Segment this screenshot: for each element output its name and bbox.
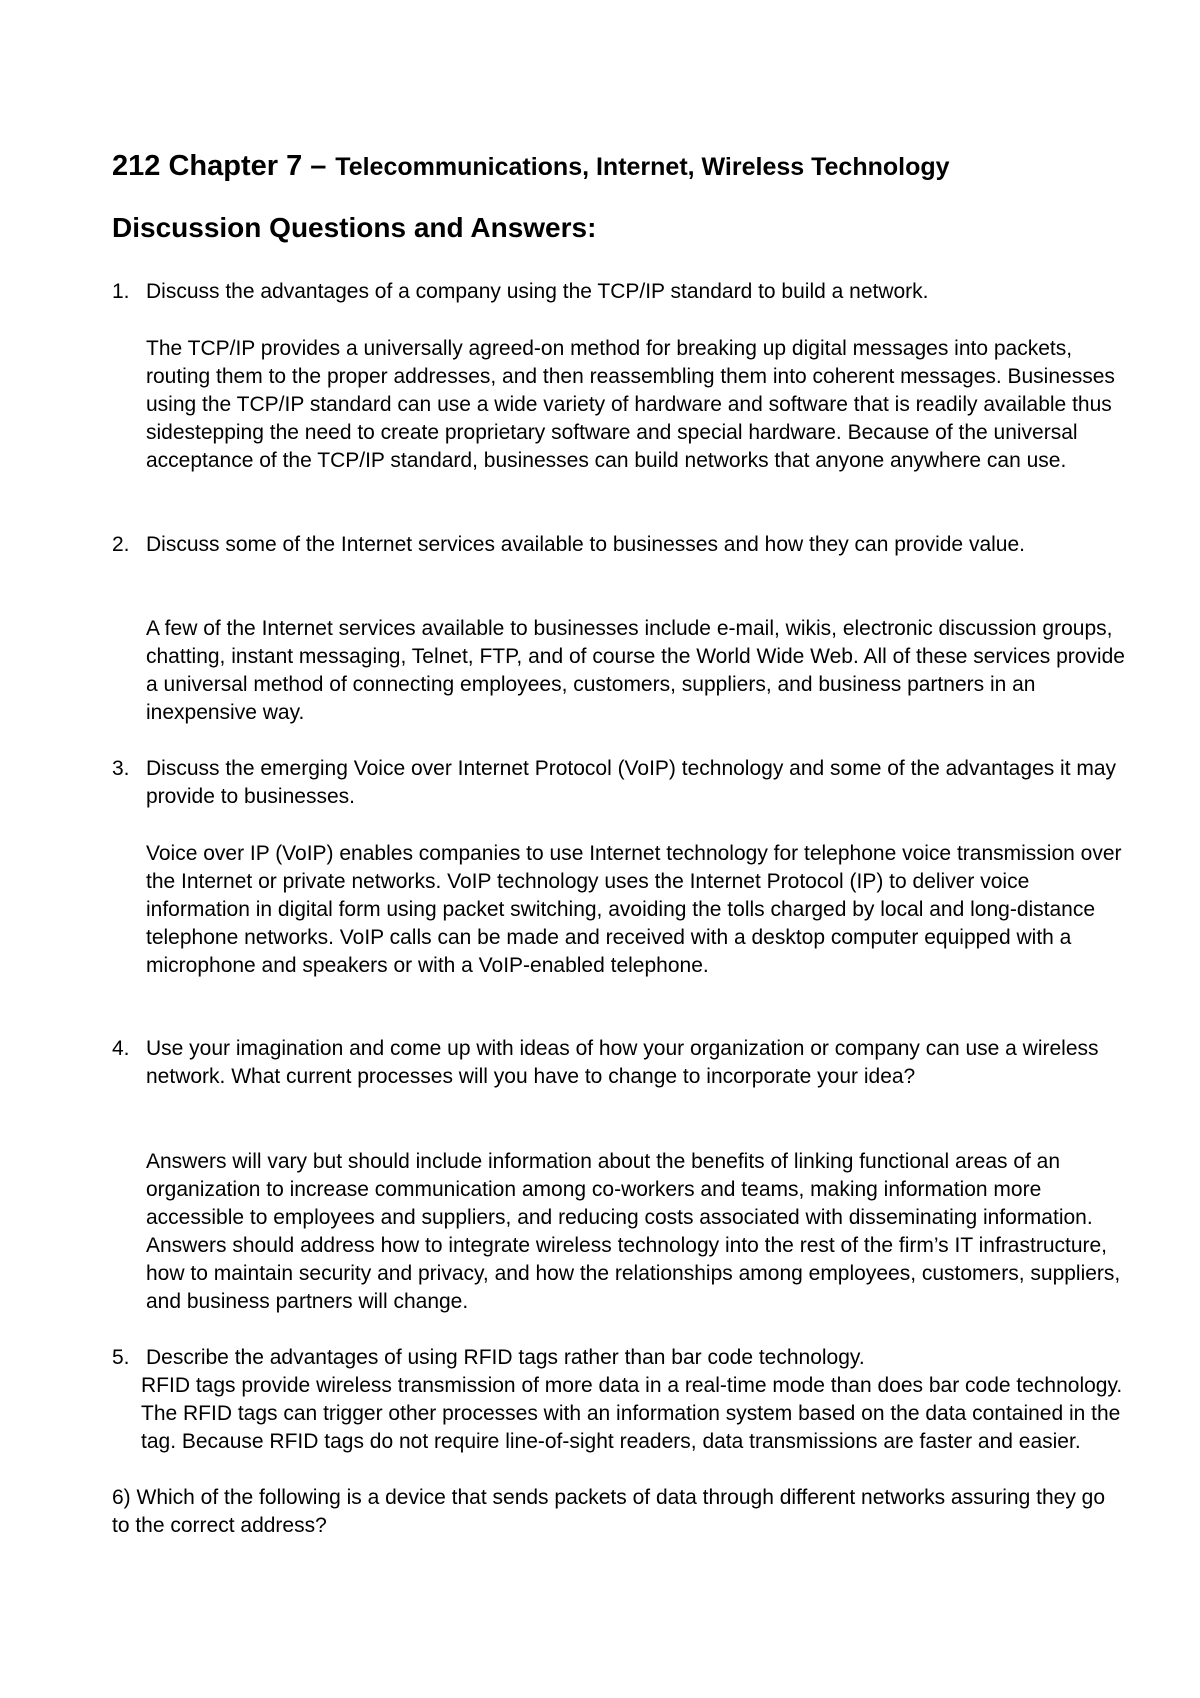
answer-text: The TCP/IP provides a universally agreed-on method for breaking up digital messages into packets, routing them to the proper addresses, and then reassembling them into coherent messages. Businesses using the TCP/IP standard can use a wide variety of hardware and software that is readily available thus sidestepping the need to create proprietary software and special hardware. Because of the universal acceptance of the TCP/IP standard, businesses can build networks that anyone anywhere can use. [146,337,1115,472]
question-number: 5. [112,1346,130,1369]
question-text: Discuss some of the Internet services available to businesses and how they can provide value. [146,533,1025,556]
answer-text: Answers will vary but should include information about the benefits of linking functional areas of an organization to increase communication among co-workers and teams, making information more accessible to employees and suppliers, and reducing costs associated with disseminating information. Answers should address how to integrate wireless technology into the rest of the firm’s IT infrastructure, how to maintain security and privacy, and how the relationships among employees, customers, suppliers, and business partners will change. [146,1150,1121,1313]
section-subheading: Discussion Questions and Answers: [112,212,597,243]
question-text: Discuss the emerging Voice over Internet Protocol (VoIP) technology and some of the advantages it may provide to businesses. [146,757,1117,808]
answer-text: RFID tags provide wireless transmission of more data in a real-time mode than does bar code technology. The RFID tags can trigger other processes with an information system based on the data contained in the tag. Because RFID tags do not require line-of-sight readers, data transmissions are faster and easier. [141,1374,1123,1453]
chapter-title: Telecommunications, Internet, Wireless Technology [335,153,950,181]
answer-text: Voice over IP (VoIP) enables companies to use Internet technology for telephone voice transmission over the Internet or private networks. VoIP technology uses the Internet Protocol (IP) to deliver voice information in digital form using packet switching, avoiding the tolls charged by local and long-distance telephone networks. VoIP calls can be made and received with a desktop computer equipped with a microphone and speakers or with a VoIP-enabled telephone. [146,842,1122,977]
question-text: Use your imagination and come up with ideas of how your organization or company can use a wireless network. What current processes will you have to change to incorporate your idea? [146,1037,1099,1088]
chapter-number: 212 Chapter 7 – [112,150,327,182]
question-number: 1. [112,280,130,303]
question-6-text: 6) Which of the following is a device that sends packets of data through different networks assuring they go to the correct address? [112,1486,1106,1537]
question-number: 4. [112,1037,130,1060]
chapter-heading [112,148,950,181]
question-number: 2. [112,533,130,556]
answer-text: A few of the Internet services available to businesses include e-mail, wikis, electronic discussion groups, chatting, instant messaging, Telnet, FTP, and of course the World Wide Web. All of these services provide a universal method of connecting employees, customers, suppliers, and business partners in an inexpensive way. [146,617,1125,724]
question-text: Describe the advantages of using RFID tags rather than bar code technology. [146,1346,865,1369]
question-text: Discuss the advantages of a company using the TCP/IP standard to build a network. [146,280,929,303]
question-number: 3. [112,757,130,780]
